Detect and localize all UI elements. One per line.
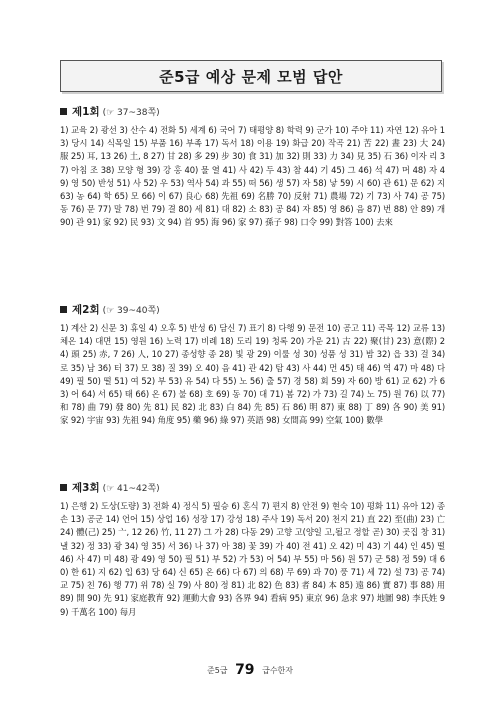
square-bullet-icon	[60, 306, 67, 313]
square-bullet-icon	[60, 108, 67, 115]
section-header	[60, 480, 445, 494]
section-range: (☞ 37~38쪽)	[102, 107, 160, 118]
section-name: 제2회	[72, 303, 100, 316]
section-header	[60, 104, 445, 118]
page-number: 79	[235, 662, 255, 678]
section-name: 제1회	[72, 105, 100, 118]
page-footer	[0, 662, 500, 678]
section-range: (☞ 39~40쪽)	[102, 305, 160, 316]
section-3	[60, 480, 445, 619]
section-name: 제3회	[72, 481, 100, 494]
title-box	[60, 60, 442, 92]
answer-text: 1) 은행 2) 도상(도량) 3) 전화 4) 정식 5) 필승 6) 혼식 7) 편지 8) 안전 9) 현숙 10) 평화 11) 유아 12) 종손 13) 공군 14) 언어 15) 상업 16) 성장 17) 강성 18) 주사 19) 독서 20) 천지 21) 直 22) 至(曲) 23) 亡 24) 體(己) 25) 亠, 12 26) 竹, 11 27) 그 가 28) 다동 29) 고향 고(양일 고,될고 정할 곧) 30) 곳집 창 31) 낼 32) 정 33) 광 34) 영 35) 서 36) 나 37) 아 38) 꽃 39) 가 40) 전 41) 오 42) 미 43) 기 44) 인 45) 떨 46) 사 47) 미 48) 광 49) 영 50) 필 51) 부 52) 가 53) 어 54) 부 55) 마 56) 원 57) 군 58) 정 59) 대 60) 한 61) 지 62) 입 63) 당 64) 신 65) 온 66) 다 67) 의 68) 무 69) 과 70) 풍 71) 세 72) 설 73) 공 74) 교 75) 친 76) 행 77) 위 78) 실 79) 사 80) 정 81) 北 82) 色 83) 者 84) 本 85) 遠 86) 實 87) 事 88) 用 89) 開 90) 先 91) 家庭教育 92) 運動大會 93) 各界 94) 看病 95) 東京 96) 急求 97) 地圖 98) 李氏姓 99) 千萬名 100) 每月	[60, 501, 445, 617]
section-range: (☞ 41~42쪽)	[102, 483, 160, 494]
square-bullet-icon	[60, 484, 67, 491]
answer-text: 1) 교육 2) 광선 3) 산수 4) 전화 5) 세계 6) 국어 7) 태평양 8) 학력 9) 군가 10) 주야 11) 자연 12) 유아 13) 당시 14) 식목일 15) 부품 16) 부족 17) 독서 18) 이용 19) 화급 20) 작곡 21) 苦 22) 晝 23) 大 24) 服 25) 耳, 13 26) 土, 8 27) 甘 28) 多 29) 步 30) 食 31) 加 32) 則 33) 力 34) 見 35) 石 36) 이자 리 37) 아침 조 38) 모양 형 39) 강 홍 40) 물 열 41) 사 42) 두 43) 참 44) 기 45) 그 46) 석 47) 머 48) 자 49) 영 50) 반성 51) 사 52) 우 53) 역사 54) 과 55) 떠 56) 생 57) 자 58) 낳 59) 시 60) 관 61) 문 62) 지 63) 농 64) 학 65) 모 66) 이 67) 良心 68) 先祖 69) 名勝 70) 反射 71) 農場 72) 기 73) 사 74) 공 75) 동 76) 문 77) 말 78) 번 79) 결 80) 세 81) 대 82) 소 83) 공 84) 자 85) 영 86) 음 87) 번 88) 안 89) 개 90) 관 91) 家 92) 民 93) 文 94) 首 95) 海 96) 家 97) 孫子 98) 口令 99) 對答 100) 去來	[60, 125, 445, 228]
section-1	[60, 104, 445, 230]
answer-text: 1) 계산 2) 신문 3) 휴일 4) 오후 5) 반성 6) 담신 7) 표기 8) 다행 9) 문전 10) 공고 11) 곡목 12) 교류 13) 체온 14) 대면 15) 영원 16) 노력 17) 비례 18) 도리 19) 청록 20) 가운 21) 古 22) 聚(甘) 23) 意(際) 24) 頭 25) 赤, 7 26) 人, 10 27) 종성향 종 28) 빛 광 29) 이룰 성 30) 성품 성 31) 밤 32) 읍 33) 걸 34) 로 35) 남 36) 터 37) 모 38) 질 39) 오 40) 음 41) 관 42) 탐 43) 사 44) 먼 45) 태 46) 역 47) 마 48) 다 49) 필 50) 떨 51) 여 52) 부 53) 유 54) 다 55) 노 56) 출 57) 경 58) 회 59) 자 60) 방 61) 교 62) 가 63) 어 64) 서 65) 태 66) 온 67) 불 68) 호 69) 동 70) 대 71) 봄 72) 가 73) 길 74) 노 75) 원 76) 以 77) 和 78) 曲 79) 發 80) 先 81) 民 82) 北 83) 白 84) 先 85) 石 86) 明 87) 東 88) 丁 89) 各 90) 美 91) 家 92) 宇宙 93) 先祖 94) 角度 95) 藥 96) 綠 97) 英語 98) 女間高 99) 空氣 100) 數學	[60, 323, 445, 426]
page-title: 준5급 예상 문제 모범 답안	[159, 67, 343, 86]
section-header	[60, 302, 445, 316]
section-2	[60, 302, 445, 428]
footer-level: 준5급	[206, 666, 228, 675]
footer-book: 급수한자	[262, 666, 294, 675]
